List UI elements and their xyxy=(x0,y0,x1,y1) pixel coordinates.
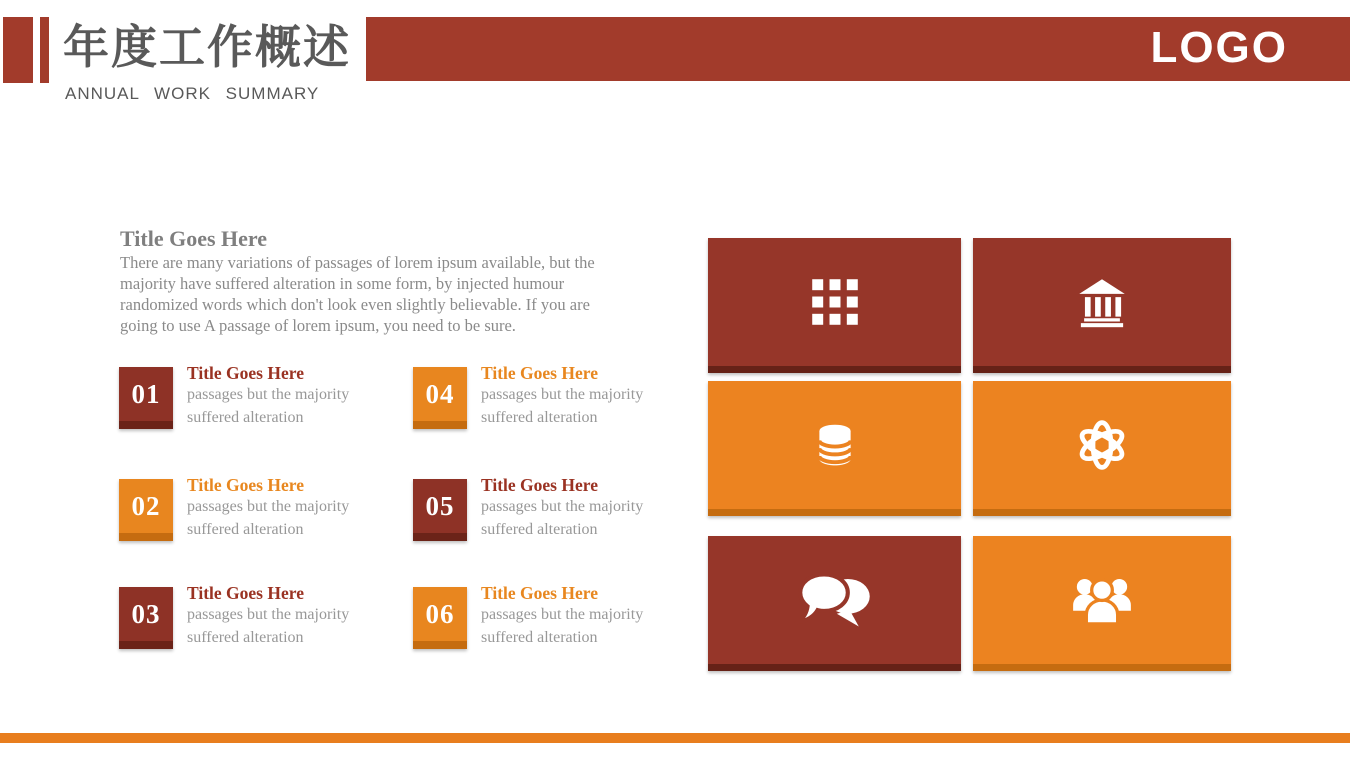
bottom-accent-bar xyxy=(0,733,1350,743)
icon-tile xyxy=(708,536,961,671)
item-number-badge: 05 xyxy=(413,479,467,541)
people-group-icon xyxy=(1069,572,1135,628)
numbered-item xyxy=(413,362,691,429)
logo-banner xyxy=(366,17,1350,81)
item-description: passages but the majority suffered alteration xyxy=(187,606,350,646)
bank-icon xyxy=(1076,276,1128,328)
chat-bubbles-icon xyxy=(794,568,876,632)
item-title: Title Goes Here xyxy=(481,583,598,603)
item-title: Title Goes Here xyxy=(481,475,598,495)
item-number-badge: 03 xyxy=(119,587,173,649)
item-number-badge: 02 xyxy=(119,479,173,541)
item-title: Title Goes Here xyxy=(481,363,598,383)
item-title: Title Goes Here xyxy=(187,583,304,603)
intro-paragraph: There are many variations of passages of lorem ipsum available, but the majority have suffered alteration in some form, by injected humour randomized words which don't look even slightly believable. If you are going to use A passage of lorem ipsum, you need to be sure. xyxy=(120,253,595,335)
database-icon xyxy=(810,420,860,470)
header-accent-bar-thin xyxy=(40,17,49,83)
icon-tile xyxy=(708,238,961,373)
item-description: passages but the majority suffered alteration xyxy=(187,498,350,538)
page-subtitle: ANNUAL WORK SUMMARY xyxy=(65,84,320,103)
atom-icon xyxy=(1071,414,1133,476)
item-number-badge: 01 xyxy=(119,367,173,429)
intro-heading: Title Goes Here xyxy=(120,226,268,251)
item-number-badge: 04 xyxy=(413,367,467,429)
icon-tile xyxy=(973,238,1231,373)
numbered-item xyxy=(413,474,691,541)
item-title: Title Goes Here xyxy=(187,363,304,383)
header-accent-bar-wide xyxy=(3,17,33,83)
numbered-item xyxy=(119,362,397,429)
item-title: Title Goes Here xyxy=(187,475,304,495)
numbered-item xyxy=(119,474,397,541)
item-description: passages but the majority suffered alteration xyxy=(187,386,350,426)
icon-tile xyxy=(708,381,961,516)
item-description: passages but the majority suffered alteration xyxy=(481,606,644,646)
logo-text: LOGO xyxy=(1150,23,1288,72)
page-title: 年度工作概述 xyxy=(63,21,351,73)
item-description: passages but the majority suffered alteration xyxy=(481,386,644,426)
numbered-item xyxy=(119,582,397,649)
numbered-item xyxy=(413,582,691,649)
icon-tile xyxy=(973,536,1231,671)
item-number-badge: 06 xyxy=(413,587,467,649)
item-description: passages but the majority suffered alteration xyxy=(481,498,644,538)
grid-icon xyxy=(808,275,862,329)
icon-tile xyxy=(973,381,1231,516)
